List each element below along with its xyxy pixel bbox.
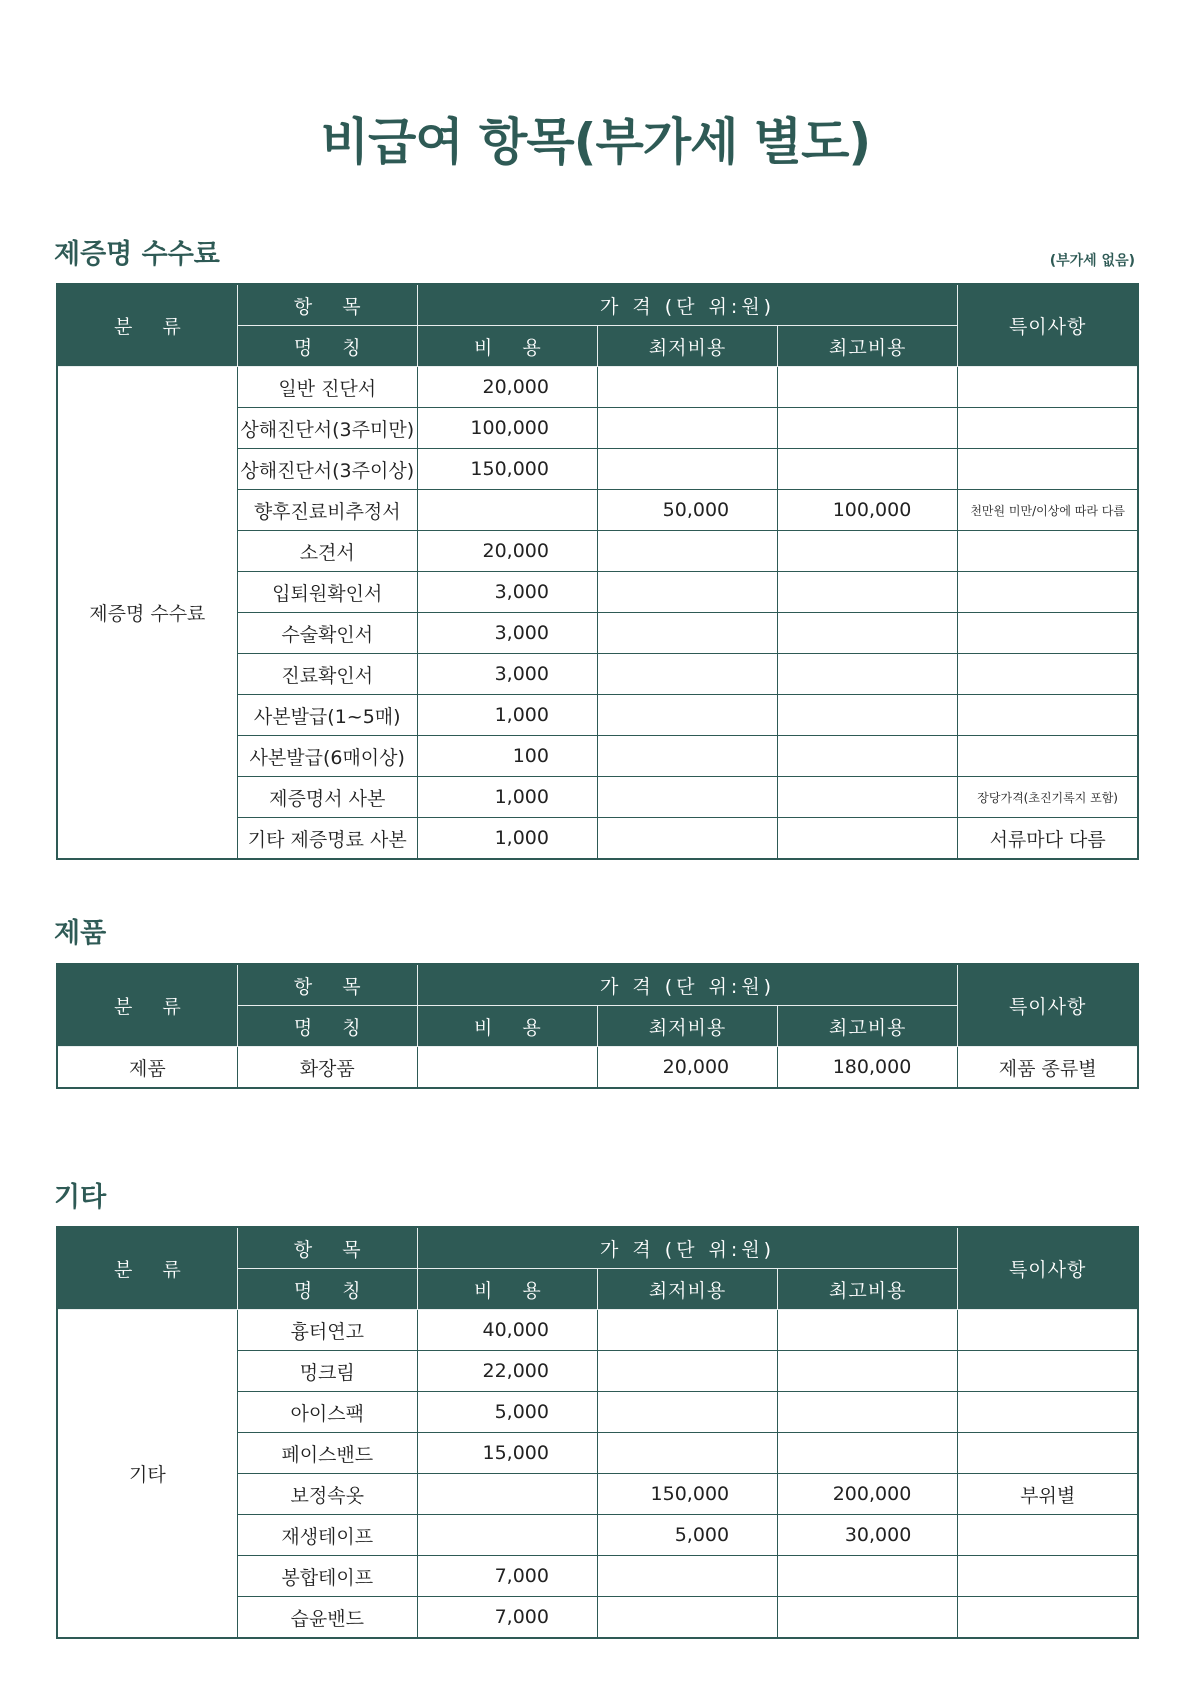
item-min-cost — [597, 613, 777, 654]
item-min-cost — [597, 1556, 777, 1597]
item-max-cost: 180,000 — [778, 1047, 958, 1089]
item-max-cost — [778, 818, 958, 860]
category-cell: 제품 — [57, 1047, 237, 1089]
item-max-cost — [778, 408, 958, 449]
item-note — [958, 1392, 1138, 1433]
header-name: 명 칭 — [237, 326, 417, 367]
item-max-cost — [778, 1392, 958, 1433]
item-name: 봉합테이프 — [237, 1556, 417, 1597]
header-category: 분 류 — [57, 1227, 237, 1310]
header-max-cost: 최고비용 — [778, 1006, 958, 1047]
item-max-cost — [778, 695, 958, 736]
header-price: 가 격 (단 위:원) — [417, 284, 957, 326]
item-note: 부위별 — [958, 1474, 1138, 1515]
item-min-cost — [597, 449, 777, 490]
item-note: 제품 종류별 — [958, 1047, 1138, 1089]
item-note: 서류마다 다름 — [958, 818, 1138, 860]
section-title-others: 기타 — [54, 1182, 107, 1213]
item-name: 습윤밴드 — [237, 1597, 417, 1639]
item-cost: 5,000 — [417, 1392, 597, 1433]
item-max-cost — [778, 1351, 958, 1392]
item-note — [958, 449, 1138, 490]
item-name: 페이스밴드 — [237, 1433, 417, 1474]
item-cost: 1,000 — [417, 818, 597, 860]
item-min-cost — [597, 367, 777, 408]
item-name: 재생테이프 — [237, 1515, 417, 1556]
item-name: 입퇴원확인서 — [237, 572, 417, 613]
item-cost — [417, 1474, 597, 1515]
item-note — [958, 572, 1138, 613]
item-name: 화장품 — [237, 1047, 417, 1089]
item-min-cost: 20,000 — [597, 1047, 777, 1089]
header-max-cost: 최고비용 — [778, 1269, 958, 1310]
category-cell: 기타 — [57, 1310, 237, 1639]
header-cost: 비 용 — [417, 1006, 597, 1047]
table-row — [57, 367, 1138, 408]
header-max-cost: 최고비용 — [778, 326, 958, 367]
item-name: 상해진단서(3주미만) — [237, 408, 417, 449]
item-min-cost — [597, 777, 777, 818]
item-cost — [417, 1047, 597, 1089]
item-min-cost — [597, 1433, 777, 1474]
item-note — [958, 1515, 1138, 1556]
vat-note: (부가세 없음) — [1049, 253, 1135, 269]
section-title-products: 제품 — [54, 918, 107, 949]
header-cost: 비 용 — [417, 1269, 597, 1310]
item-note — [958, 367, 1138, 408]
item-note — [958, 408, 1138, 449]
category-cell: 제증명 수수료 — [57, 367, 237, 860]
item-name: 소견서 — [237, 531, 417, 572]
item-min-cost — [597, 736, 777, 777]
item-name: 사본발급(1~5매) — [237, 695, 417, 736]
item-max-cost — [778, 613, 958, 654]
header-remarks: 특이사항 — [958, 284, 1138, 367]
item-name: 진료확인서 — [237, 654, 417, 695]
item-min-cost — [597, 654, 777, 695]
certificate-fee-table — [56, 283, 1139, 860]
header-min-cost: 최저비용 — [597, 326, 777, 367]
item-max-cost — [778, 1433, 958, 1474]
item-cost — [417, 1515, 597, 1556]
item-max-cost — [778, 1556, 958, 1597]
item-min-cost: 150,000 — [597, 1474, 777, 1515]
item-min-cost — [597, 818, 777, 860]
item-cost: 7,000 — [417, 1556, 597, 1597]
item-max-cost — [778, 367, 958, 408]
item-note — [958, 531, 1138, 572]
item-cost: 100,000 — [417, 408, 597, 449]
header-min-cost: 최저비용 — [597, 1006, 777, 1047]
item-max-cost — [778, 777, 958, 818]
item-cost: 22,000 — [417, 1351, 597, 1392]
item-note — [958, 613, 1138, 654]
item-min-cost — [597, 408, 777, 449]
item-max-cost — [778, 654, 958, 695]
item-cost: 20,000 — [417, 531, 597, 572]
item-note — [958, 736, 1138, 777]
item-max-cost — [778, 736, 958, 777]
item-min-cost — [597, 1310, 777, 1351]
item-name: 멍크림 — [237, 1351, 417, 1392]
table-row — [57, 1310, 1138, 1351]
item-cost: 15,000 — [417, 1433, 597, 1474]
item-name: 수술확인서 — [237, 613, 417, 654]
item-cost: 150,000 — [417, 449, 597, 490]
item-cost: 3,000 — [417, 613, 597, 654]
item-name: 일반 진단서 — [237, 367, 417, 408]
item-name: 기타 제증명료 사본 — [237, 818, 417, 860]
item-min-cost — [597, 1597, 777, 1639]
item-name: 보정속옷 — [237, 1474, 417, 1515]
header-remarks: 특이사항 — [958, 964, 1138, 1047]
item-name: 향후진료비추정서 — [237, 490, 417, 531]
item-name: 사본발급(6매이상) — [237, 736, 417, 777]
item-name: 제증명서 사본 — [237, 777, 417, 818]
item-max-cost: 30,000 — [778, 1515, 958, 1556]
item-note — [958, 654, 1138, 695]
item-min-cost — [597, 695, 777, 736]
item-cost — [417, 490, 597, 531]
item-cost: 7,000 — [417, 1597, 597, 1639]
item-note: 장당가격(초진기록지 포함) — [958, 777, 1138, 818]
product-fee-table — [56, 963, 1139, 1089]
item-cost: 20,000 — [417, 367, 597, 408]
item-note — [958, 1556, 1138, 1597]
item-min-cost: 50,000 — [597, 490, 777, 531]
item-note — [958, 1310, 1138, 1351]
item-cost: 3,000 — [417, 572, 597, 613]
item-max-cost — [778, 1597, 958, 1639]
item-max-cost: 100,000 — [778, 490, 958, 531]
item-cost: 1,000 — [417, 695, 597, 736]
item-note: 천만원 미만/이상에 따라 다름 — [958, 490, 1138, 531]
other-fee-table — [56, 1226, 1139, 1639]
item-name: 흉터연고 — [237, 1310, 417, 1351]
item-note — [958, 1433, 1138, 1474]
header-category: 분 류 — [57, 964, 237, 1047]
item-name: 상해진단서(3주이상) — [237, 449, 417, 490]
header-name: 명 칭 — [237, 1006, 417, 1047]
item-min-cost: 5,000 — [597, 1515, 777, 1556]
header-remarks: 특이사항 — [958, 1227, 1138, 1310]
item-name: 아이스팩 — [237, 1392, 417, 1433]
item-cost: 100 — [417, 736, 597, 777]
item-note — [958, 1351, 1138, 1392]
header-category: 분 류 — [57, 284, 237, 367]
item-min-cost — [597, 1392, 777, 1433]
page-title: 비급여 항목(부가세 별도) — [320, 113, 871, 171]
item-max-cost — [778, 1310, 958, 1351]
header-name: 명 칭 — [237, 1269, 417, 1310]
item-cost: 40,000 — [417, 1310, 597, 1351]
item-max-cost — [778, 531, 958, 572]
item-cost: 3,000 — [417, 654, 597, 695]
item-cost: 1,000 — [417, 777, 597, 818]
item-min-cost — [597, 1351, 777, 1392]
header-cost: 비 용 — [417, 326, 597, 367]
header-item: 항 목 — [237, 964, 417, 1006]
item-note — [958, 1597, 1138, 1639]
item-note — [958, 695, 1138, 736]
header-item: 항 목 — [237, 284, 417, 326]
item-max-cost — [778, 572, 958, 613]
header-price: 가 격 (단 위:원) — [417, 1227, 957, 1269]
item-max-cost: 200,000 — [778, 1474, 958, 1515]
item-min-cost — [597, 572, 777, 613]
item-min-cost — [597, 531, 777, 572]
item-max-cost — [778, 449, 958, 490]
section-title-certificates: 제증명 수수료 — [54, 239, 220, 270]
header-min-cost: 최저비용 — [597, 1269, 777, 1310]
header-price: 가 격 (단 위:원) — [417, 964, 957, 1006]
header-item: 항 목 — [237, 1227, 417, 1269]
table-row — [57, 1047, 1138, 1089]
